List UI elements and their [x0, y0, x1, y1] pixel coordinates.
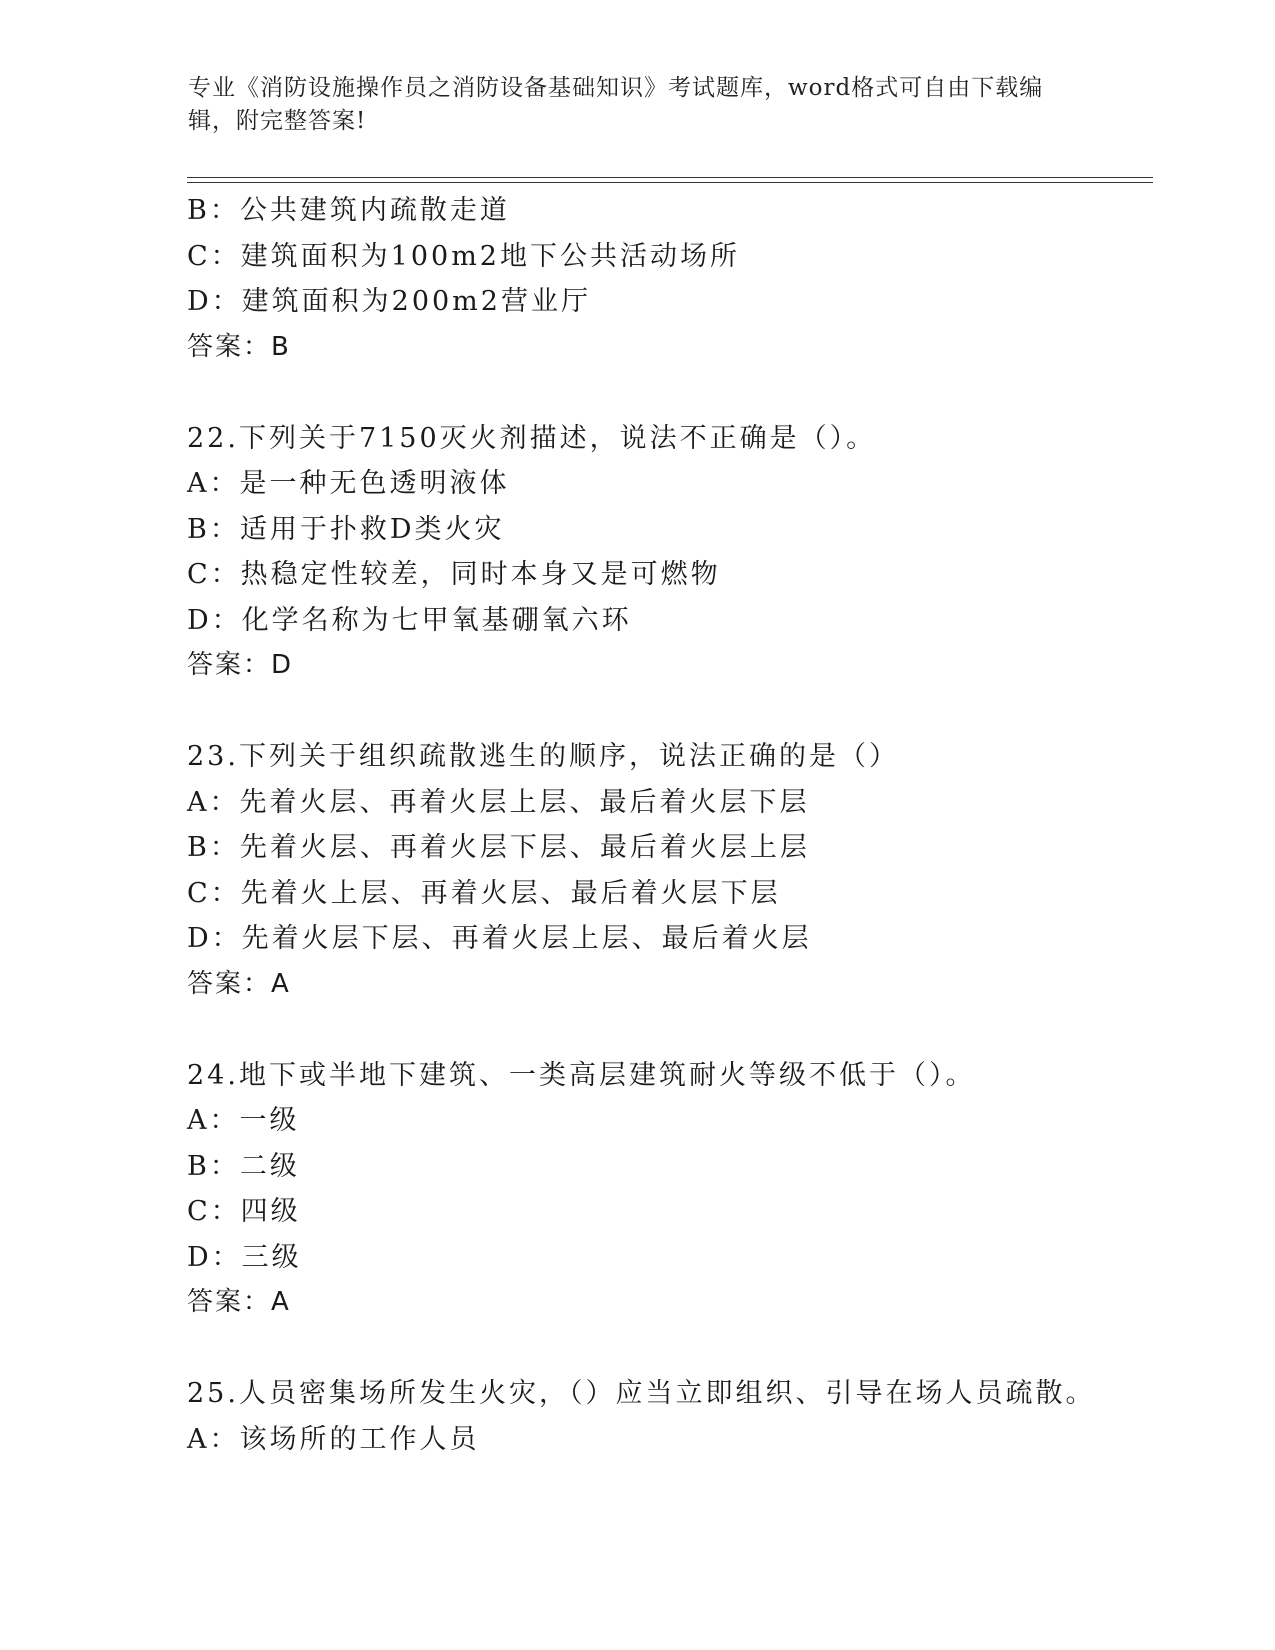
- option-a: A：是一种无色透明液体: [187, 468, 510, 499]
- question-25: [187, 1371, 1167, 1462]
- question-22: [187, 416, 1167, 689]
- option-b: B：先着火层、再着火层下层、最后着火层上层: [187, 832, 810, 863]
- header-line-2: 辑，附完整答案!: [188, 108, 367, 134]
- header-divider-bottom: [187, 182, 1153, 183]
- header-line-1: 专业《消防设施操作员之消防设备基础知识》考试题库，word格式可自由下载编: [188, 75, 1044, 101]
- option-a: A：该场所的工作人员: [187, 1423, 480, 1455]
- answer: 答案：A: [187, 1287, 291, 1317]
- question-stem: 25.人员密集场所发生火灾，（）应当立即组织、引导在场人员疏散。: [187, 1378, 1096, 1409]
- option-d: D：化学名称为七甲氧基硼氧六环: [187, 604, 632, 636]
- question-23: [187, 734, 1167, 1007]
- header-divider-top: [187, 177, 1153, 178]
- option-b: B：二级: [187, 1150, 300, 1182]
- question-stem: 23.下列关于组织疏散逃生的顺序，说法正确的是（）: [187, 741, 899, 772]
- question-21-continued: [187, 188, 1167, 370]
- option-c: C：建筑面积为100m2地下公共活动场所: [187, 240, 740, 272]
- option-c: C：先着火上层、再着火层、最后着火层下层: [187, 877, 781, 909]
- answer: 答案：D: [187, 650, 294, 680]
- option-c: C：四级: [187, 1196, 301, 1227]
- answer: 答案：A: [187, 968, 291, 999]
- option-b: B：适用于扑救D类火灾: [187, 513, 505, 545]
- question-list: [187, 188, 1167, 1462]
- option-a: A：一级: [187, 1105, 300, 1136]
- option-d: D：建筑面积为200m2营业厅: [187, 286, 591, 317]
- question-stem: 22.下列关于7150灭火剂描述，说法不正确是（）。: [187, 422, 877, 454]
- option-a: A：先着火层、再着火层上层、最后着火层下层: [187, 786, 810, 818]
- answer: 答案：B: [187, 331, 291, 362]
- option-d: D：三级: [187, 1241, 302, 1273]
- option-b: B：公共建筑内疏散走道: [187, 195, 510, 226]
- option-c: C：热稳定性较差，同时本身又是可燃物: [187, 559, 721, 590]
- question-24: [187, 1053, 1167, 1326]
- option-d: D：先着火层下层、再着火层上层、最后着火层: [187, 923, 812, 954]
- question-stem: 24.地下或半地下建筑、一类高层建筑耐火等级不低于（）。: [187, 1059, 976, 1091]
- document-header: [188, 72, 1088, 138]
